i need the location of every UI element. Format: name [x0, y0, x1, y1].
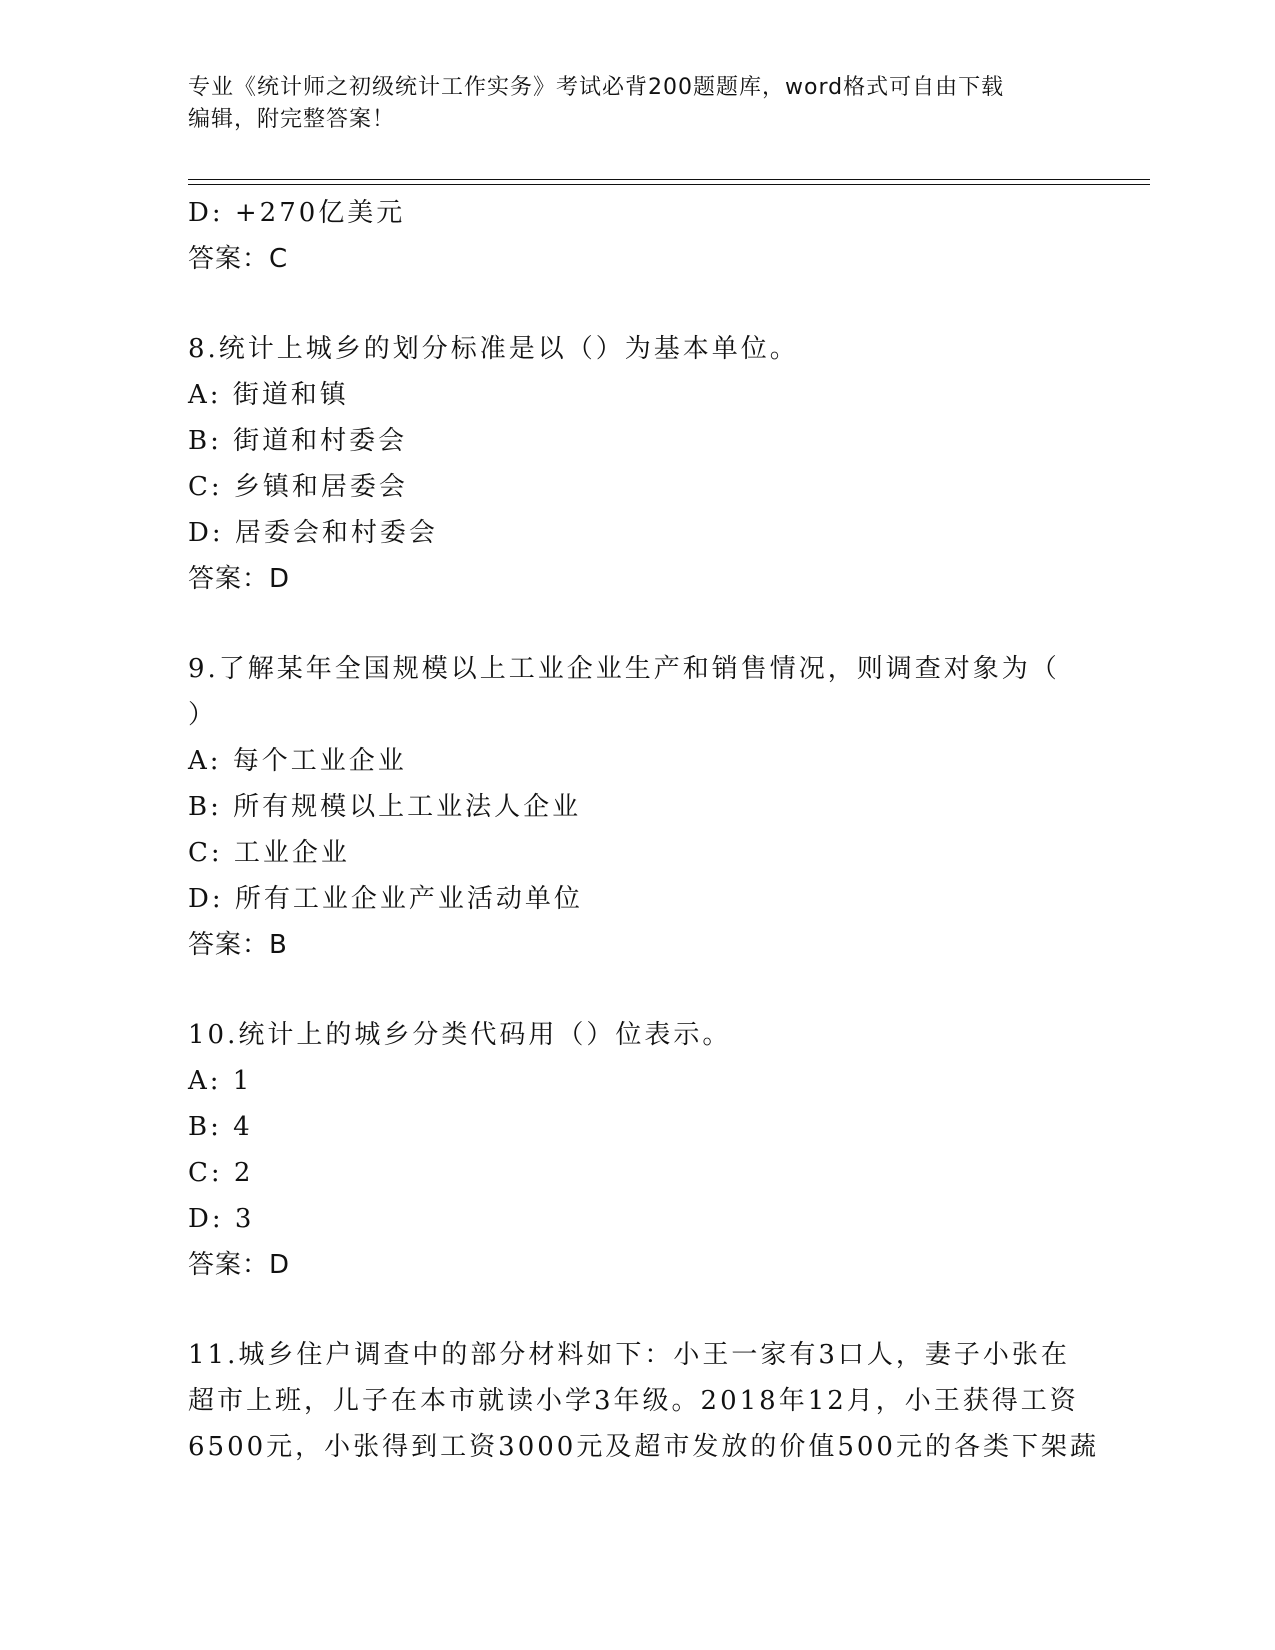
question-8-option-c: C: 乡镇和居委会	[188, 472, 408, 502]
header-line-1: 专业《统计师之初级统计工作实务》考试必背200题题库，word格式可自由下载	[188, 75, 1005, 100]
document-body	[188, 190, 1099, 1470]
question-10-option-c: C: 2	[188, 1158, 254, 1188]
question-9-option-a: A: 每个工业企业	[188, 746, 407, 776]
question-9-option-b: B: 所有规模以上工业法人企业	[188, 792, 582, 822]
question-7-option-d: D: +270亿美元	[188, 198, 406, 228]
question-9-stem-line-1: 9.了解某年全国规模以上工业企业生产和销售情况，则调查对象为（	[188, 654, 1060, 684]
question-9-answer: 答案：B	[188, 930, 288, 960]
question-8-option-b: B: 街道和村委会	[188, 426, 408, 456]
question-10-answer: 答案：D	[188, 1250, 291, 1280]
question-9-stem-line-2: ）	[188, 700, 218, 730]
question-7-answer: 答案：C	[188, 244, 289, 274]
question-8-stem: 8.统计上城乡的划分标准是以（）为基本单位。	[188, 334, 799, 364]
question-10-stem: 10.统计上的城乡分类代码用（）位表示。	[188, 1020, 732, 1050]
question-10-option-a: A: 1	[188, 1066, 253, 1096]
question-8-option-a: A: 街道和镇	[188, 380, 349, 410]
question-10-option-b: B: 4	[188, 1112, 253, 1142]
question-9-option-d: D: 所有工业企业产业活动单位	[188, 884, 583, 914]
question-8-option-d: D: 居委会和村委会	[188, 518, 438, 548]
header-rule-bottom	[188, 184, 1150, 185]
question-10-option-d: D: 3	[188, 1204, 255, 1234]
question-11-stem-line-1: 11.城乡住户调查中的部分材料如下：小王一家有3口人，妻子小张在	[188, 1340, 1070, 1370]
question-11-stem-line-3: 6500元，小张得到工资3000元及超市发放的价值500元的各类下架蔬	[188, 1432, 1099, 1462]
question-8-answer: 答案：D	[188, 564, 291, 594]
document-header	[188, 72, 1088, 136]
question-9-option-c: C: 工业企业	[188, 838, 350, 868]
header-rule-top	[188, 179, 1150, 180]
question-11-stem-line-2: 超市上班，儿子在本市就读小学3年级。2018年12月，小王获得工资	[188, 1386, 1079, 1416]
header-line-2: 编辑，附完整答案！	[188, 107, 396, 132]
